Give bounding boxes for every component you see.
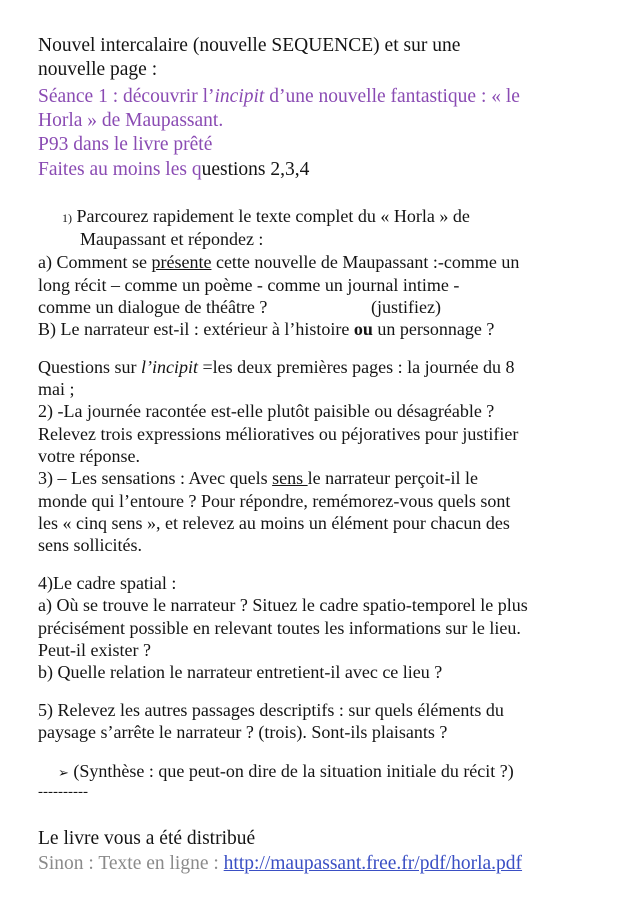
synthesis-line: ➢ (Synthèse : que peut-on dire de la situation initiale du récit ?) <box>58 761 514 781</box>
incipit-heading-line-2: mai ; <box>38 379 75 399</box>
question-4a-line-3: Peut-il exister ? <box>38 640 151 660</box>
question-4b: b) Quelle relation le narrateur entretient-il avec ce lieu ? <box>38 662 443 682</box>
question-3-line-1: 3) – Les sensations : Avec quels sens le narrateur perçoit-il le <box>38 468 479 488</box>
instructions-line: Faites au moins les questions 2,3,4 <box>38 159 310 180</box>
justify-note: (justifiez) <box>371 297 441 317</box>
question-1-line-1: 1) Parcourez rapidement le texte complet du « Horla » de <box>62 206 470 226</box>
incipit-heading: Questions sur l’incipit =les deux premières pages : la journée du 8 <box>38 357 515 377</box>
footer-line-2 <box>38 852 522 876</box>
question-2-line-1: 2) -La journée racontée est-elle plutôt paisible ou désagréable ? <box>38 401 495 421</box>
separator: ---------- <box>38 784 88 800</box>
question-1a-line-1: a) Comment se présente cette nouvelle de Maupassant :-comme un <box>38 252 520 272</box>
question-2-line-2: Relevez trois expressions mélioratives ou péjoratives pour justifier <box>38 424 519 444</box>
arrow-bullet-icon: ➢ <box>58 765 69 780</box>
seance-title: Séance 1 : découvrir l’incipit d’une nouvelle fantastique : « le <box>38 86 520 107</box>
question-4a-line-2: précisément possible en relevant toutes les informations sur le lieu. <box>38 618 521 638</box>
question-1-number: 1) <box>62 211 72 225</box>
question-3-line-3: les « cinq sens », et relevez au moins un élément pour chacun des <box>38 513 510 533</box>
question-5-line-2: paysage s’arrête le narrateur ? (trois). Sont-ils plaisants ? <box>38 722 448 742</box>
question-1b: B) Le narrateur est-il : extérieur à l’histoire ou un personnage ? <box>38 319 495 339</box>
question-3-line-4: sens sollicités. <box>38 535 142 555</box>
question-5-line-1: 5) Relevez les autres passages descriptifs : sur quels éléments du <box>38 700 504 720</box>
question-1a-line-3: comme un dialogue de théâtre ? <box>38 297 268 317</box>
question-2-line-3: votre réponse. <box>38 446 140 466</box>
intro-line-2: nouvelle page : <box>38 59 158 80</box>
question-1-line-2: Maupassant et répondez : <box>80 229 264 249</box>
question-4-title: 4)Le cadre spatial : <box>38 573 177 593</box>
sinon-label: Sinon : Texte en ligne : <box>38 853 224 874</box>
question-3-line-2: monde qui l’entoure ? Pour répondre, remémorez-vous quels sont <box>38 491 511 511</box>
intro-line-1: Nouvel intercalaire (nouvelle SEQUENCE) et sur une <box>38 35 461 56</box>
seance-title-line-2: Horla » de Maupassant. <box>38 110 224 131</box>
footer-line-1: Le livre vous a été distribué <box>38 828 256 849</box>
horla-pdf-link[interactable]: http://maupassant.free.fr/pdf/horla.pdf <box>223 853 523 874</box>
question-4a-line-1: a) Où se trouve le narrateur ? Situez le cadre spatio-temporel le plus <box>38 595 528 615</box>
page-reference: P93 dans le livre prêté <box>38 134 213 155</box>
question-1a-line-2: long récit – comme un poème - comme un journal intime - <box>38 275 460 295</box>
